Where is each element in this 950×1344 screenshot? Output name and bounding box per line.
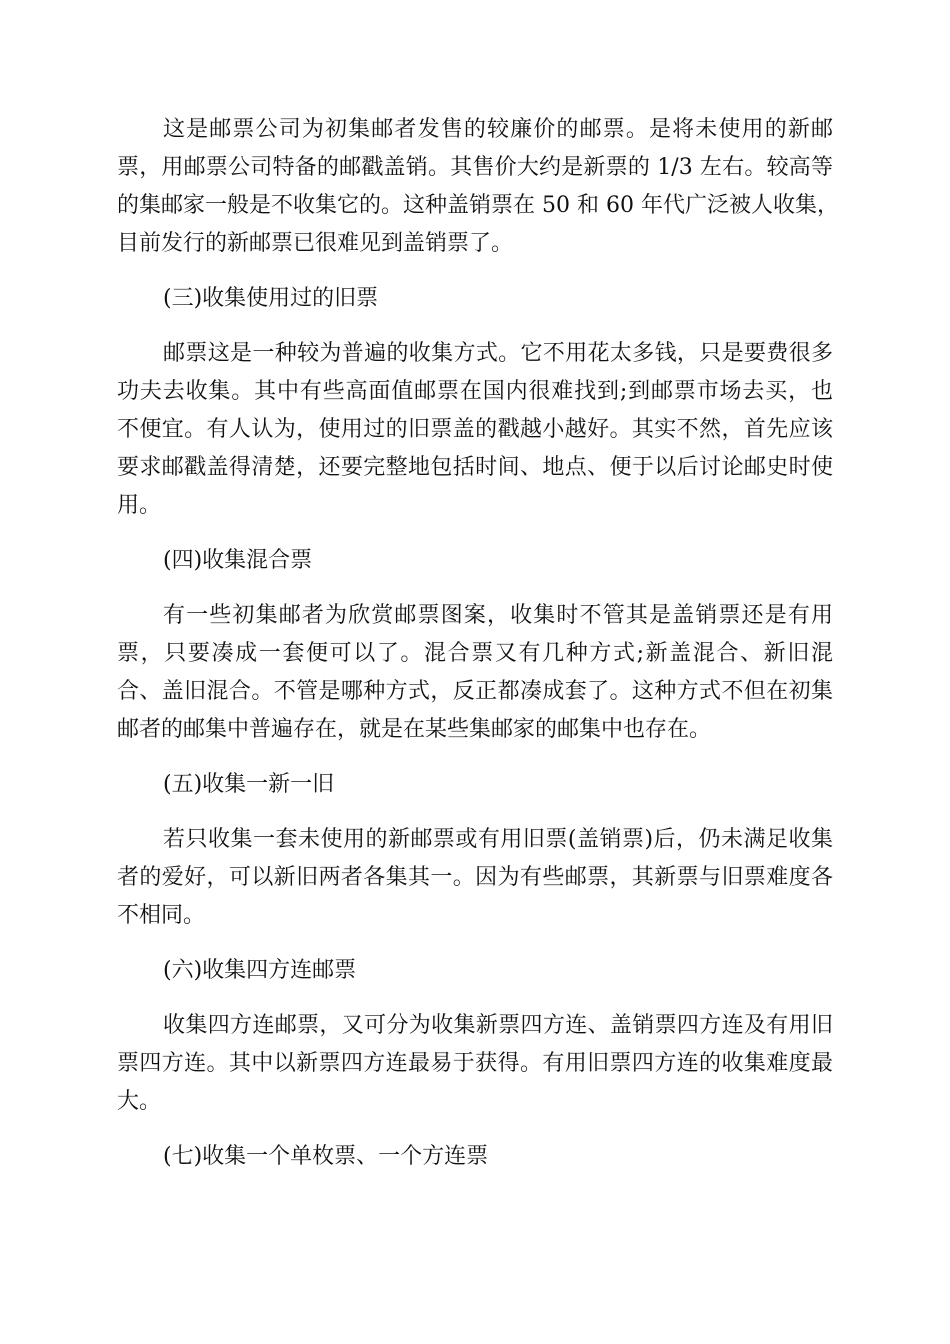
section-heading: (五)收集一新一旧: [163, 772, 335, 797]
paragraph-line: 若只收集一套未使用的新邮票或有用旧票(盖销票)后，仍未满足收集: [163, 827, 833, 852]
paragraph-line: 票，只要凑成一套便可以了。混合票又有几种方式;新盖混合、新旧混: [117, 641, 833, 666]
paragraph-line: 目前发行的新邮票已很难见到盖销票了。: [117, 231, 514, 256]
paragraph-line: 邮票这是一种较为普遍的收集方式。它不用花太多钱，只是要费很多: [163, 341, 833, 366]
paragraph-line: 功夫去收集。其中有些高面值邮票在国内很难找到;到邮票市场去买，也: [117, 379, 833, 404]
paragraph: [117, 597, 833, 749]
paragraph-line: 要求邮戳盖得清楚，还要完整地包括时间、地点、便于以后讨论邮史时使: [117, 455, 833, 480]
section-heading: (六)收集四方连邮票: [163, 958, 357, 983]
paragraph-line: 合、盖旧混合。不管是哪种方式，反正都凑成套了。这种方式不但在初集: [117, 679, 833, 704]
paragraph-line: 有一些初集邮者为欣赏邮票图案，收集时不管其是盖销票还是有用: [163, 603, 833, 628]
paragraph-line: 收集四方连邮票，又可分为收集新票四方连、盖销票四方连及有用旧: [163, 1013, 833, 1038]
section-heading: (四)收集混合票: [163, 548, 313, 573]
paragraph: [117, 1007, 833, 1121]
paragraph-line: 的集邮家一般是不收集它的。这种盖销票在 50 和 60 年代广泛被人收集，: [117, 193, 839, 218]
document-page: [117, 111, 839, 1193]
paragraph-line: 不便宜。有人认为，使用过的旧票盖的戳越小越好。其实不然，首先应该: [117, 417, 833, 442]
paragraph-line: 邮者的邮集中普遍存在，就是在某些集邮家的邮集中也存在。: [117, 717, 712, 742]
paragraph-line: 用。: [117, 493, 162, 518]
paragraph-line: 不相同。: [117, 903, 206, 928]
paragraph-line: 者的爱好，可以新旧两者各集其一。因为有些邮票，其新票与旧票难度各: [117, 865, 833, 890]
section-heading: (七)收集一个单枚票、一个方连票: [163, 1144, 489, 1169]
section-heading: (三)收集使用过的旧票: [163, 286, 379, 311]
paragraph-line: 大。: [117, 1089, 162, 1114]
paragraph-line: 票四方连。其中以新票四方连最易于获得。有用旧票四方连的收集难度最: [117, 1051, 833, 1076]
paragraph-line: 票，用邮票公司特备的邮戳盖销。其售价大约是新票的 1/3 左右。较高等: [117, 155, 833, 180]
paragraph: [117, 821, 833, 935]
paragraph: [117, 335, 833, 525]
paragraph-line: 这是邮票公司为初集邮者发售的较廉价的邮票。是将未使用的新邮: [163, 117, 833, 142]
paragraph: [117, 111, 839, 263]
